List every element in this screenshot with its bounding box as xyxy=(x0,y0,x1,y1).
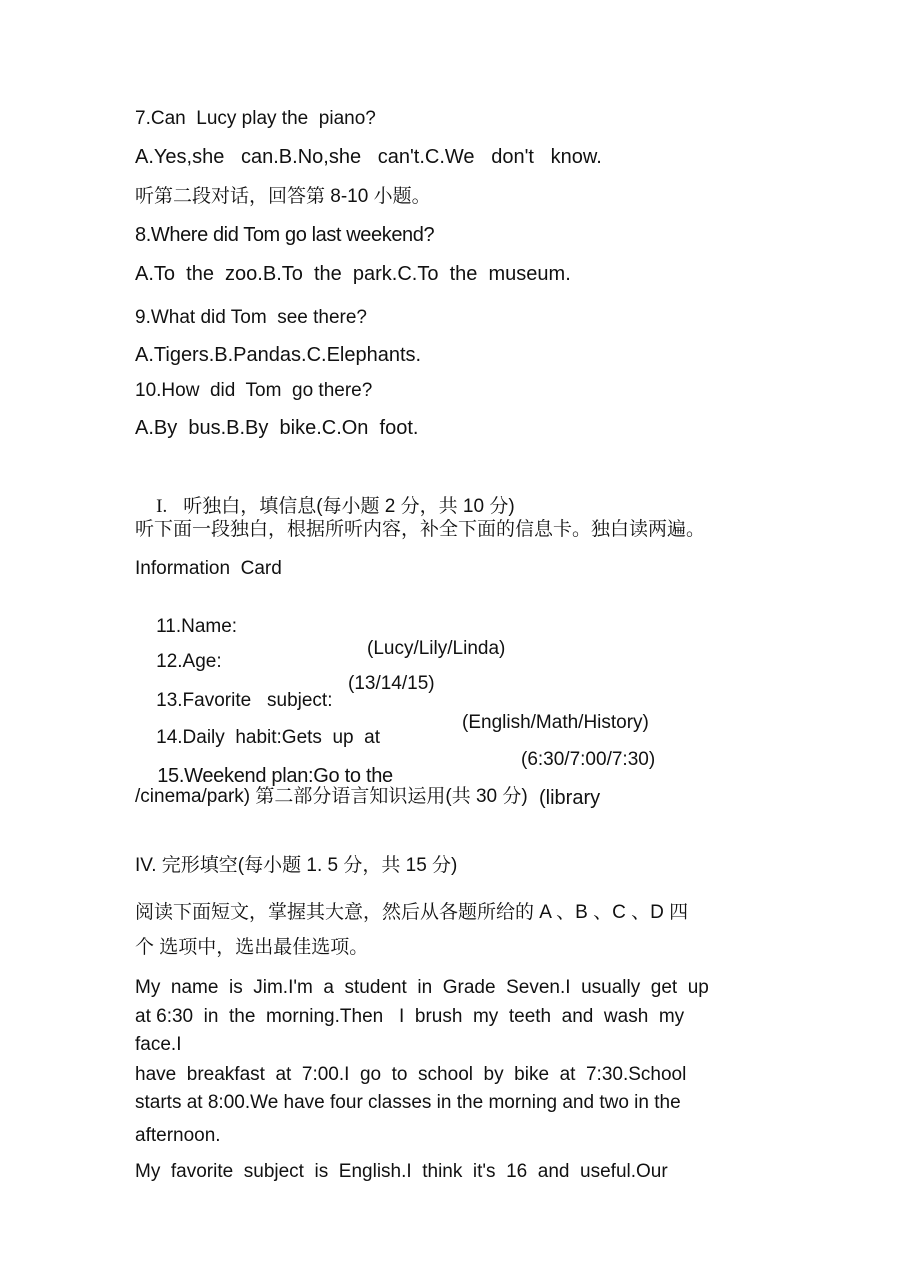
info-options: (English/Math/History) xyxy=(462,712,649,733)
question-10-options: A.By bus.B.By bike.C.On foot. xyxy=(135,417,419,439)
info-options: (6:30/7:00/7:30) xyxy=(521,749,656,770)
question-8-options: A.To the zoo.B.To the park.C.To the museum. xyxy=(135,263,571,285)
info-item-15-continued: /cinema/park) 第二部分语言知识运用(共 30 分) xyxy=(135,786,528,807)
question-9-options: A.Tigers.B.Pandas.C.Elephants. xyxy=(135,344,422,366)
passage-line: face.I xyxy=(135,1034,182,1055)
info-label: 15.Weekend plan:Go to the xyxy=(157,765,393,787)
passage-line: My name is Jim.I'm a student in Grade Seven.I usually get up xyxy=(135,977,709,998)
section-title: 听独白，填信息(每小题 2 分，共 10 分) xyxy=(183,496,515,517)
passage-line: starts at 8:00.We have four classes in the morning and two in the xyxy=(135,1092,681,1113)
info-label: 13.Favorite subject: xyxy=(156,690,333,711)
info-label: 12.Age: xyxy=(156,651,222,672)
passage-line: at 6:30 in the morning.Then I brush my teeth and wash my xyxy=(135,1006,685,1027)
info-label: 11.Name: xyxy=(156,616,238,637)
info-card-title: Information Card xyxy=(135,558,282,579)
cloze-instruction-line-1: 阅读下面短文，掌握其大意，然后从各题所给的 A 、B 、C 、D 四 xyxy=(135,902,689,923)
section-heading-cloze: IV. 完形填空(每小题 1. 5 分，共 15 分) xyxy=(135,855,458,876)
question-7-options: A.Yes,she can.B.No,she can't.C.We don't know. xyxy=(135,146,602,168)
section-note: 听第二段对话，回答第 8-10 小题。 xyxy=(135,186,431,207)
section-number: I. xyxy=(156,496,168,517)
passage-line: afternoon. xyxy=(135,1125,221,1146)
info-options: (library xyxy=(539,787,601,809)
question-10: 10.How did Tom go there? xyxy=(135,380,373,401)
info-label: 14.Daily habit:Gets up at xyxy=(156,727,381,748)
question-8: 8.Where did Tom go last weekend? xyxy=(135,224,435,246)
info-options: (Lucy/Lily/Linda) xyxy=(367,638,506,659)
info-options: (13/14/15) xyxy=(348,673,435,694)
passage-line: have breakfast at 7:00.I go to school by bike at 7:30.School xyxy=(135,1064,687,1085)
passage-line: My favorite subject is English.I think it's 16 and useful.Our xyxy=(135,1161,668,1182)
listening-instruction: 听下面一段独白，根据所听内容，补全下面的信息卡。独白读两遍。 xyxy=(135,519,706,540)
question-9: 9.What did Tom see there? xyxy=(135,307,367,328)
question-7: 7.Can Lucy play the piano? xyxy=(135,108,376,129)
cloze-instruction-line-2: 个 选项中，选出最佳选项。 xyxy=(135,937,369,958)
